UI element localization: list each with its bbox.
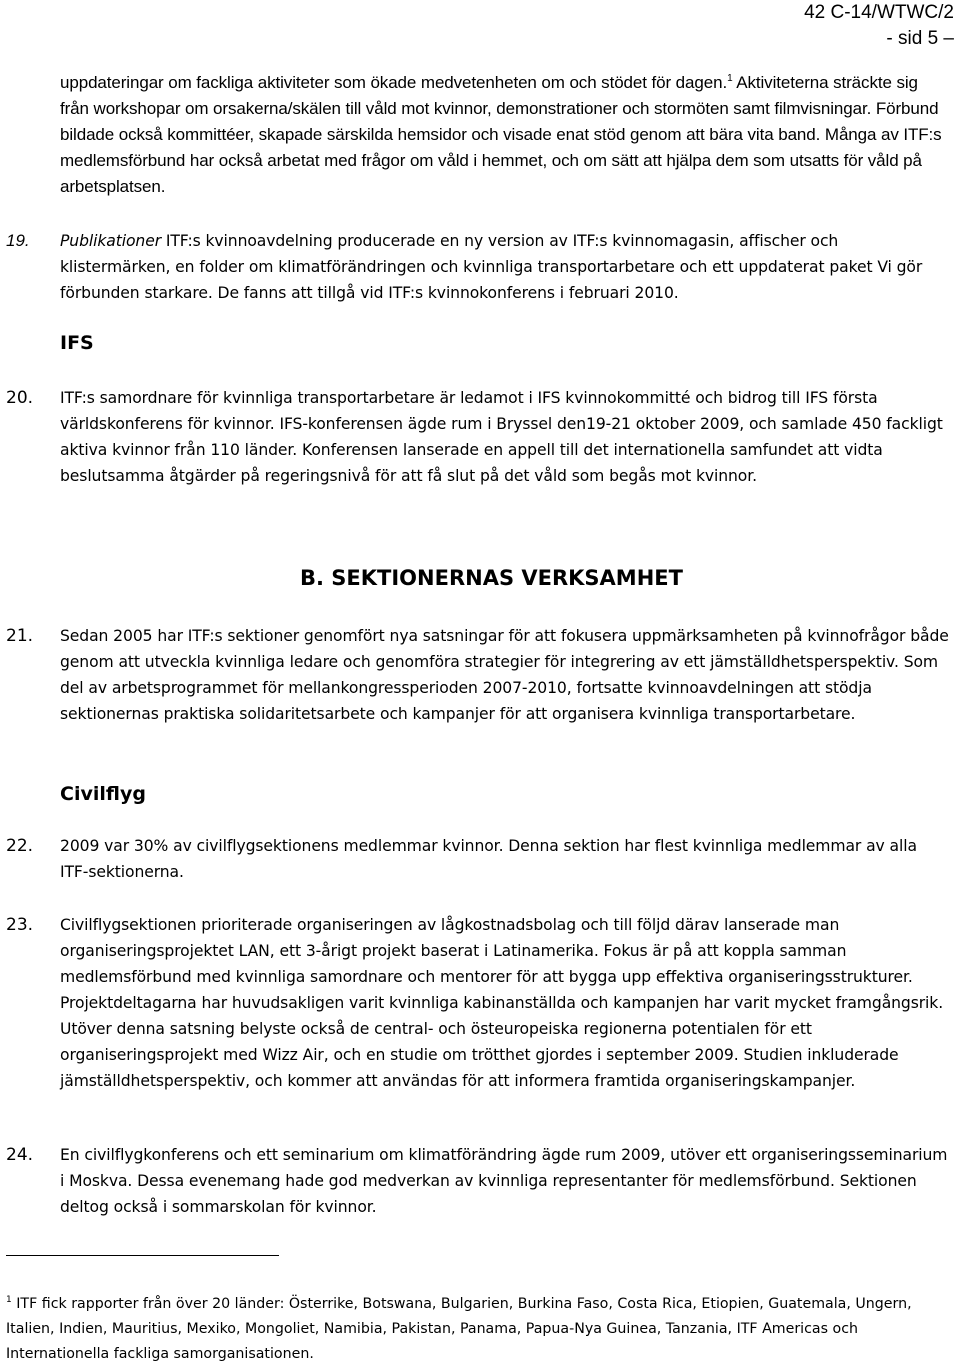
footnote-reference: 1: [727, 73, 733, 84]
paragraph-text-start: uppdateringar om fackliga aktiviteter som ökade medvetenheten om och stödet för dagen.: [60, 73, 728, 92]
paragraph-number-21: 21.: [6, 626, 34, 646]
section-heading-b: B. SEKTIONERNAS VERKSAMHET: [300, 566, 683, 590]
footnote: [6, 1292, 954, 1367]
page-header: [804, 0, 954, 52]
footnote-separator: [6, 1255, 279, 1256]
paragraph-number-22: 22.: [6, 836, 34, 856]
paragraph-19-text: ITF:s kvinnoavdelning producerade en ny version av ITF:s kvinnomagasin, affischer och klistermärken, en folder om klimatförändringen och kvinnliga transportarbetare och ett uppdaterat paket Vi gör förbunden starkare. De fanns att tillgå vid ITF:s kvinnokonferens i februari 2010.: [60, 232, 923, 302]
paragraph-24: En civilflygkonferens och ett seminarium om klimatförändring ägde rum 2009, utöver ett organiseringsseminarium i Moskva. Dessa evenemang hade god medverkan av kvinnliga representanter för medlemsförbund. Sektionen deltog också i sommarskolan för kvinnor.: [60, 1146, 948, 1216]
paragraph-22: 2009 var 30% av civilflygsektionens medlemmar kvinnor. Denna sektion har flest kvinnliga medlemmar av alla ITF-sektionerna.: [60, 837, 917, 881]
paragraph-21: Sedan 2005 har ITF:s sektioner genomfört nya satsningar för att fokusera uppmärksamheten på kvinnofrågor både genom att utveckla kvinnliga ledare och genomföra strategier för integrering av ett jämställdhetsperspektiv. Som del av arbetsprogrammet för mellankongressperioden 2007-2010, fortsatte kvinnoavdelningen att stödja sektionernas praktiska solidaritetsarbete och kampanjer för att organisera kvinnliga transportarbetare.: [60, 627, 949, 723]
paragraph-23: Civilflygsektionen prioriterade organiseringen av lågkostnadsbolag och till följd därav lanserade man organiseringsprojektet LAN, ett 3-årigt projekt baserat i Latinamerika. Fokus är på att koppla samman medlemsförbund med kvinnliga samordnare och mentorer för att bygga upp effektiva organiseringsstrukturer. Projektdeltagarna har huvudsakligen varit kvinnliga kabinanställda och kampanjen har varit mycket framgångsrik. Utöver denna satsning belyste också de central- och östeuropeiska regionerna potentialen för ett organiseringsprojekt med Wizz Air, och en studie om trötthet gjordes i september 2009. Studien inkluderade jämställdhetsperspektiv, och kommer att användas för att informera framtida organiseringskampanjer.: [60, 916, 944, 1090]
footnote-marker: 1: [6, 1295, 12, 1305]
paragraph-number-24: 24.: [6, 1145, 34, 1165]
footnote-text: ITF fick rapporter från över 20 länder: Österrike, Botswana, Bulgarien, Burkina Faso, Costa Rica, Etiopien, Guatemala, Ungern, Italien, Indien, Mauritius, Mexiko, Mongoliet, Namibia, Pakistan, Panama, Papua-Nya Guinea, Tanzania, ITF Americas och Internationella fackliga samorganisationen.: [6, 1296, 912, 1362]
page-number: - sid 5 –: [886, 28, 954, 49]
heading-ifs: IFS: [60, 332, 94, 354]
paragraph-text-rest: Aktiviteterna sträckte sig från workshopar om orsakerna/skälen till våld mot kvinnor, demonstrationer och stormöten samt filmvisningar. Förbund bildade också kommittéer, skapade särskilda hemsidor och visade enat stöd genom att bära vita band. Många av ITF:s medlemsförbund har också arbetat med frågor om våld i hemmet, och om sätt att hjälpa dem som utsatts för våld på arbetsplatsen.: [60, 73, 942, 196]
document-code: 42 C-14/WTWC/2: [804, 2, 954, 23]
paragraph-19: [60, 228, 950, 306]
paragraph-number-19: 19.: [6, 231, 30, 250]
paragraph-number-23: 23.: [6, 915, 34, 935]
paragraph-number-20: 20.: [6, 388, 34, 408]
continued-paragraph: [60, 70, 950, 200]
paragraph-20: ITF:s samordnare för kvinnliga transportarbetare är ledamot i IFS kvinnokommitté och bidrog till IFS första världskonferens för kvinnor. IFS-konferensen ägde rum i Bryssel den19-21 oktober 2009, och samlade 450 fackligt aktiva kvinnor från 110 länder. Konferensen lanserade en appell till det internationella samfundet att vidta beslutsamma åtgärder på regeringsnivå för att få slut på det våld som begås mot kvinnor.: [60, 389, 943, 485]
heading-civilflyg: Civilflyg: [60, 783, 146, 805]
paragraph-19-lead: Publikationer: [60, 232, 162, 250]
